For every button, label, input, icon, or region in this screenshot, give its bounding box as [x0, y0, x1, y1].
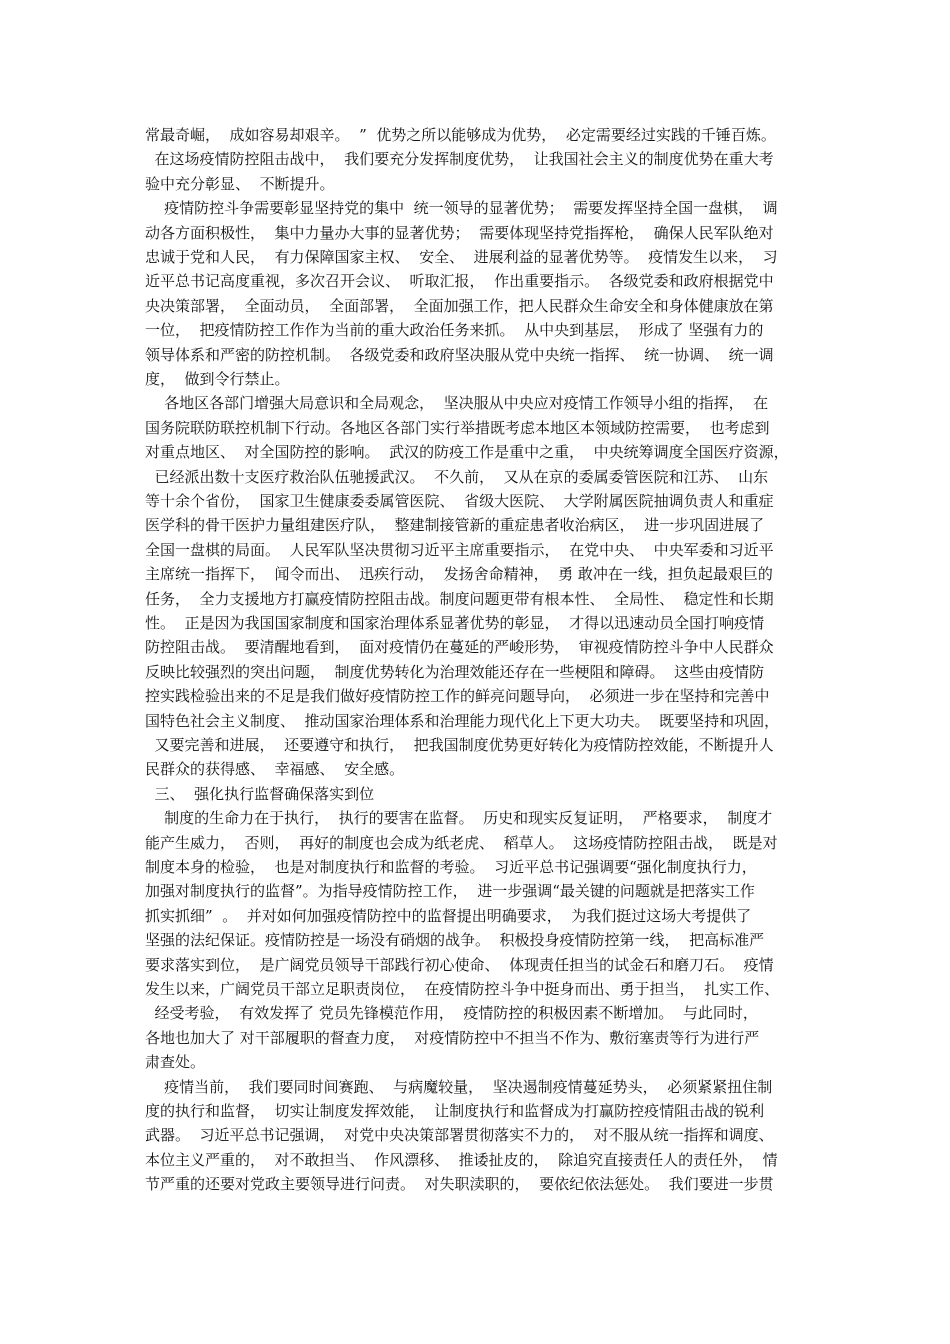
text-line: 验中充分彰显、 不断提升。 — [145, 174, 335, 193]
text-line: 已经派出数十支医疗救治队伍驰援武汉。 不久前， 又从在京的委属委管医院和江苏、 山东 — [145, 467, 769, 486]
text-line: 又要完善和进展， 还要遵守和执行， 把我国制度优势更好转化为疫情防控效能，不断提升人 — [145, 736, 774, 754]
text-line: 民群众的获得感、 幸福感、 安全感。 — [145, 760, 405, 779]
text-line: 武器。 习近平总书记强调， 对党中央决策部署贯彻落实不力的， 对不服从统一指挥和调度、 — [145, 1126, 774, 1145]
text-line: 制度本身的检验， 也是对制度执行和监督的考验。 习近平总书记强调要“强化制度执行力， — [145, 858, 757, 876]
text-line: 任务， 全力支援地方打赢疫情防控阻击战。制度问题更带有根本性、 全局性、 稳定性和长期 — [145, 589, 774, 608]
text-line: 控实践检验出来的不足是我们做好疫情防控工作的鲜亮问题导向， 必须进一步在坚持和完善中 — [145, 687, 770, 706]
text-line: 医学科的骨干医护力量组建医疗队， 整建制接管新的重症患者收治病区， 进一步巩固进展了 — [145, 516, 765, 535]
text-line: 各地也加大了 对干部履职的督查力度， 对疫情防控中不担当不作为、敷衍塞责等行为进行严 — [145, 1028, 760, 1047]
text-line: 在这场疫情防控阻击战中， 我们要充分发挥制度优势， 让我国社会主义的制度优势在重大考 — [145, 150, 774, 169]
text-line: 抓实抓细” 。 并对如何加强疫情防控中的监督提出明确要求， 为我们挺过这场大考提供了 — [145, 906, 752, 925]
text-line: 忠诚于党和人民， 有力保障国家主权、 安全、 进展利益的显著优势等。 疫情发生以来， 习 — [145, 248, 778, 266]
text-line: 国务院联防联控机制下行动。各地区各部门实行举措既考虑本地区本领域防控需要， 也考虑到 — [145, 418, 770, 437]
text-line: 等十余个省份， 国家卫生健康委委属管医院、 省级大医院、 大学附属医院抽调负责人和重症 — [145, 492, 774, 510]
text-line: 本位主义严重的， 对不敢担当、 作风漂移、 推诿扯皮的， 除追究直接责任人的责任外， 情 — [145, 1150, 778, 1169]
text-line: 动各方面积极性， 集中力量办大事的显著优势； 需要体现坚持党指挥枪， 确保人民军队绝对 — [145, 223, 774, 242]
text-line: 制度的生命力在于执行， 执行的要害在监督。 历史和现实反复证明， 严格要求， 制度才 — [145, 809, 773, 828]
section-heading: 三、 强化执行监督确保落实到位 — [145, 784, 375, 803]
text-line: 发生以来，广阔党员干部立足职责岗位， 在疫情防控斗争中挺身而出、勇于担当， 扎实工作、 — [145, 980, 780, 998]
text-line: 常最奇崛， 成如容易却艰辛。 ” 优势之所以能够成为优势， 必定需要经过实践的千锤百炼。 — [145, 126, 776, 144]
text-line: 央决策部署， 全面动员， 全面部署， 全面加强工作，把人民群众生命安全和身体健康放在第 — [145, 296, 774, 315]
text-line: 坚强的法纪保证。疫情防控是一场没有硝烟的战争。 积极投身疫情防控第一线， 把高标准严 — [145, 931, 765, 950]
text-line: 要求落实到位， 是广阔党员领导干部践行初心使命、 体现责任担当的试金石和磨刀石。 疫情 — [145, 955, 774, 974]
text-line: 对重点地区、 对全国防控的影响。 武汉的防疫工作是重中之重， 中央统筹调度全国医疗资源， — [145, 443, 789, 462]
text-line: 近平总书记高度重视，多次召开会议、 听取汇报， 作出重要指示。 各级党委和政府根据党中 — [145, 272, 774, 291]
text-line: 防控阻击战。 要清醒地看到， 面对疫情仍在蔓延的严峻形势， 审视疫情防控斗争中人民群众 — [145, 638, 774, 657]
text-line: 肃查处。 — [145, 1053, 206, 1072]
text-line: 能产生威力， 否则， 再好的制度也会成为纸老虎、 稻草人。 这场疫情防控阻击战， 既是对 — [145, 833, 778, 852]
text-line: 性。 正是因为我国国家制度和国家治理体系显著优势的彰显， 才得以迅速动员全国打响疫情 — [145, 614, 765, 632]
text-line: 领导体系和严密的防控机制。 各级党委和政府坚决服从党中央统一指挥、 统一协调、 统一调 — [145, 345, 774, 364]
text-line: 主席统一指挥下， 闻令而出、 迅疾行动， 发扬舍命精神， 勇 敢冲在一线，担负起最艰巨的 — [145, 565, 773, 584]
text-line: 反映比较强烈的突出问题， 制度优势转化为治理效能还存在一些梗阻和障碍。 这些由疫情防 — [145, 662, 765, 681]
text-line: 度， 做到令行禁止。 — [145, 370, 290, 388]
text-line: 国特色社会主义制度、 推动国家治理体系和治理能力现代化上下更大功夫。 既要坚持和巩固， — [145, 711, 780, 730]
text-line: 加强对制度执行的监督”。为指导疫情防控工作， 进一步强调“最关键的问题就是把落实工作 — [145, 882, 755, 901]
text-line: 疫情防控斗争需要彰显坚持党的集中 统一领导的显著优势； 需要发挥坚持全国一盘棋， 调 — [145, 199, 778, 218]
text-line: 节严重的还要对党政主要领导进行问责。 对失职渎职的， 要依纪依法惩处。 我们要进一步贯 — [145, 1175, 774, 1194]
text-line: 疫情当前， 我们要同时间赛跑、 与病魔较量， 坚决遏制疫情蔓延势头， 必须紧紧扭住制 — [145, 1077, 773, 1096]
text-line: 全国一盘棋的局面。 人民军队坚决贯彻习近平主席重要指示， 在党中央、 中央军委和习近平 — [145, 540, 774, 559]
text-line: 经受考验， 有效发挥了 党员先锋模范作用， 疫情防控的积极因素不断增加。 与此同时， — [145, 1004, 758, 1023]
text-line: 各地区各部门增强大局意识和全局观念， 坚决服从中央应对疫情工作领导小组的指挥， 在 — [145, 394, 769, 413]
text-line: 度的执行和监督， 切实让制度发挥效能， 让制度执行和监督成为打赢防控疫情阻击战的锐利 — [145, 1102, 765, 1120]
text-line: 一位， 把疫情防控工作作为当前的重大政治任务来抓。 从中央到基层， 形成了 坚强有力的 — [145, 321, 764, 340]
